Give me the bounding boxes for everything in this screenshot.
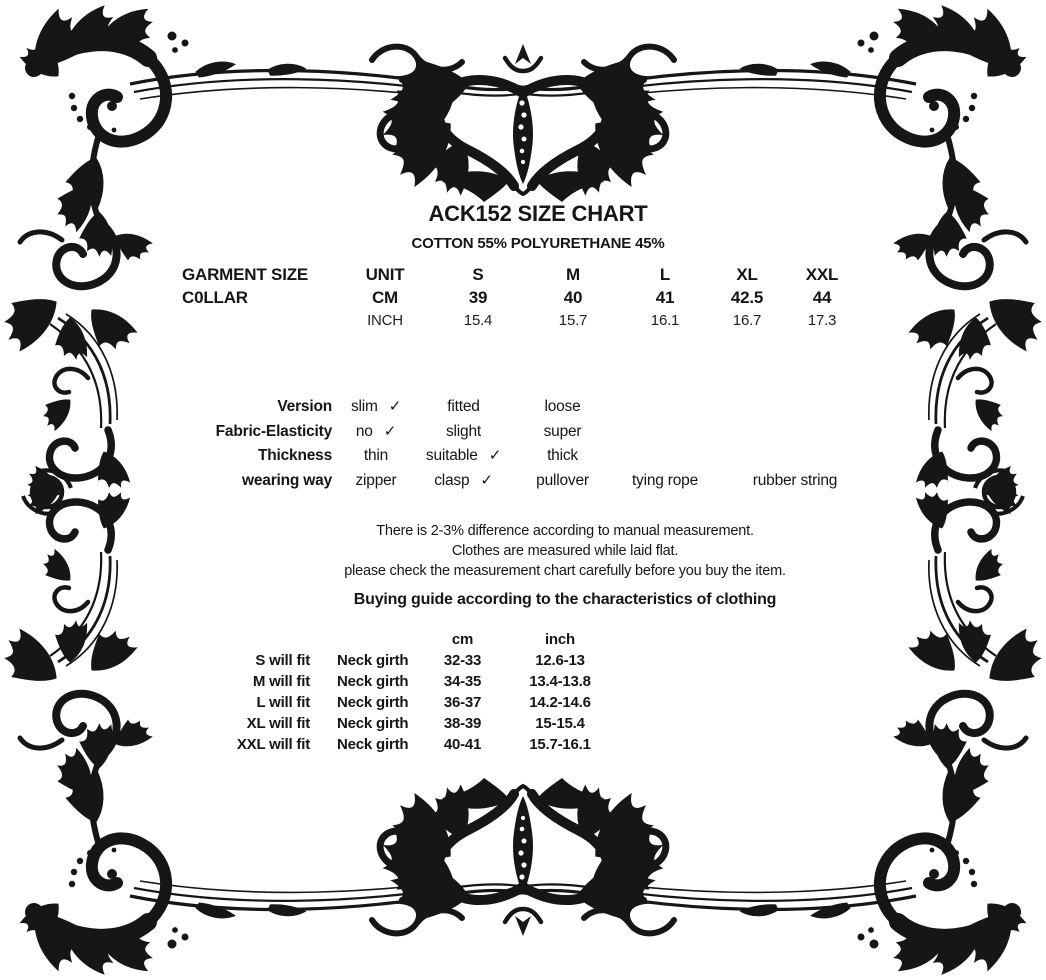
size-table-cell: CM [371,288,399,307]
size-table-cell: 44 [812,288,832,307]
guide-measure-label: Neck girth [337,694,409,711]
attribute-option: rubber string [752,471,838,489]
size-table-header-cell: S [472,265,484,284]
guide-header-spacer [180,629,310,650]
title-block [30,201,1046,252]
guide-size-label: S will fit [255,652,310,669]
guide-cm-value: 36-37 [443,694,482,711]
guide-measure-label: Neck girth [337,715,409,732]
size-table-header-cell: GARMENT SIZE [182,265,309,284]
size-table-header-cell: M [566,265,580,284]
note-line: Clothes are measured while laid flat. [451,543,679,559]
guide-measure-label: Neck girth [337,736,409,753]
attribute-option: super [543,422,582,440]
note-line: There is 2-3% difference according to manual measurement. [376,523,754,539]
attribute-option-empty [720,395,870,420]
guide-size-label: L will fit [256,694,310,711]
guide-inch-value: 12.6-13 [535,652,585,669]
attribute-option: no ✓ [355,422,397,440]
guide-measure-label: Neck girth [337,652,409,669]
check-icon: ✓ [480,471,493,489]
guide-size-label: XL will fit [246,715,310,732]
attribute-option: fitted [447,398,480,415]
attribute-option: suitable ✓ [425,447,502,464]
size-table-cell: 39 [468,288,488,307]
attribute-option-empty [720,420,870,445]
guide-header-spacer [310,629,420,650]
size-table-cell: 15.7 [558,312,588,329]
attribute-option: zipper [355,471,397,489]
size-table-cell: 16.7 [732,312,762,329]
check-icon: ✓ [488,447,502,464]
guide-inch-value: 13.4-13.8 [529,673,591,690]
size-table-cell: 15.4 [463,312,493,329]
size-table-header-cell: L [659,265,671,284]
guide-cm-value: 38-39 [443,715,482,732]
note-line: please check the measurement chart carefully before you buy the item. [344,563,786,579]
size-table-header-cell: XL [736,265,758,284]
attribute-option: loose [544,398,581,415]
attribute-option: clasp ✓ [434,471,493,489]
guide-size-label: XXL will fit [236,736,310,753]
size-table [182,263,862,332]
attribute-option-empty [610,395,720,420]
guide-measure-label: Neck girth [337,673,409,690]
attributes-table [150,395,870,493]
guide-inch-value: 14.2-14.6 [529,694,591,711]
size-table-header-cell: UNIT [365,265,405,284]
size-table-cell: C0LLAR [182,288,248,307]
size-table-cell: 41 [655,288,675,307]
size-table-cell: 42.5 [730,288,764,307]
attribute-option: thin [363,447,389,464]
check-icon: ✓ [383,422,397,440]
attribute-option-empty [610,420,720,445]
guide-cm-value: 34-35 [443,673,482,690]
check-icon: ✓ [388,398,402,415]
size-table-cell: INCH [367,312,403,329]
guide-inch-value: 15-15.4 [535,715,585,732]
attribute-option: tying rope [631,471,699,489]
attribute-option-empty [720,444,870,469]
attribute-label: Thickness [257,447,332,464]
guide-cm-value: 40-41 [443,736,482,753]
size-table-cell: 40 [563,288,583,307]
size-table-cell [182,309,342,332]
attribute-label: Fabric-Elasticity [215,422,332,440]
guide-unit-header: inch [544,631,576,648]
attribute-option: slim ✓ [350,398,402,415]
attribute-option: thick [547,447,578,464]
attribute-option: slight [446,422,481,440]
attribute-option-empty [610,444,720,469]
guide-cm-value: 32-33 [443,652,482,669]
size-table-header-cell: XXL [805,265,839,284]
size-table-cell: 17.3 [807,312,837,329]
page-title: ACK152 SIZE CHART [428,201,648,226]
guide-unit-header: cm [451,631,474,648]
attribute-option: pullover [536,471,589,489]
guide-size-label: M will fit [252,673,310,690]
fabric-composition: COTTON 55% POLYURETHANE 45% [411,235,665,252]
buying-guide-heading: Buying guide according to the characteristics of clothing [353,591,777,608]
guide-inch-value: 15.7-16.1 [529,736,591,753]
attribute-label: wearing way [242,471,332,489]
size-table-cell: 16.1 [650,312,680,329]
attribute-label: Version [277,398,332,415]
buying-guide-table [180,629,615,755]
measurement-notes [160,521,970,581]
